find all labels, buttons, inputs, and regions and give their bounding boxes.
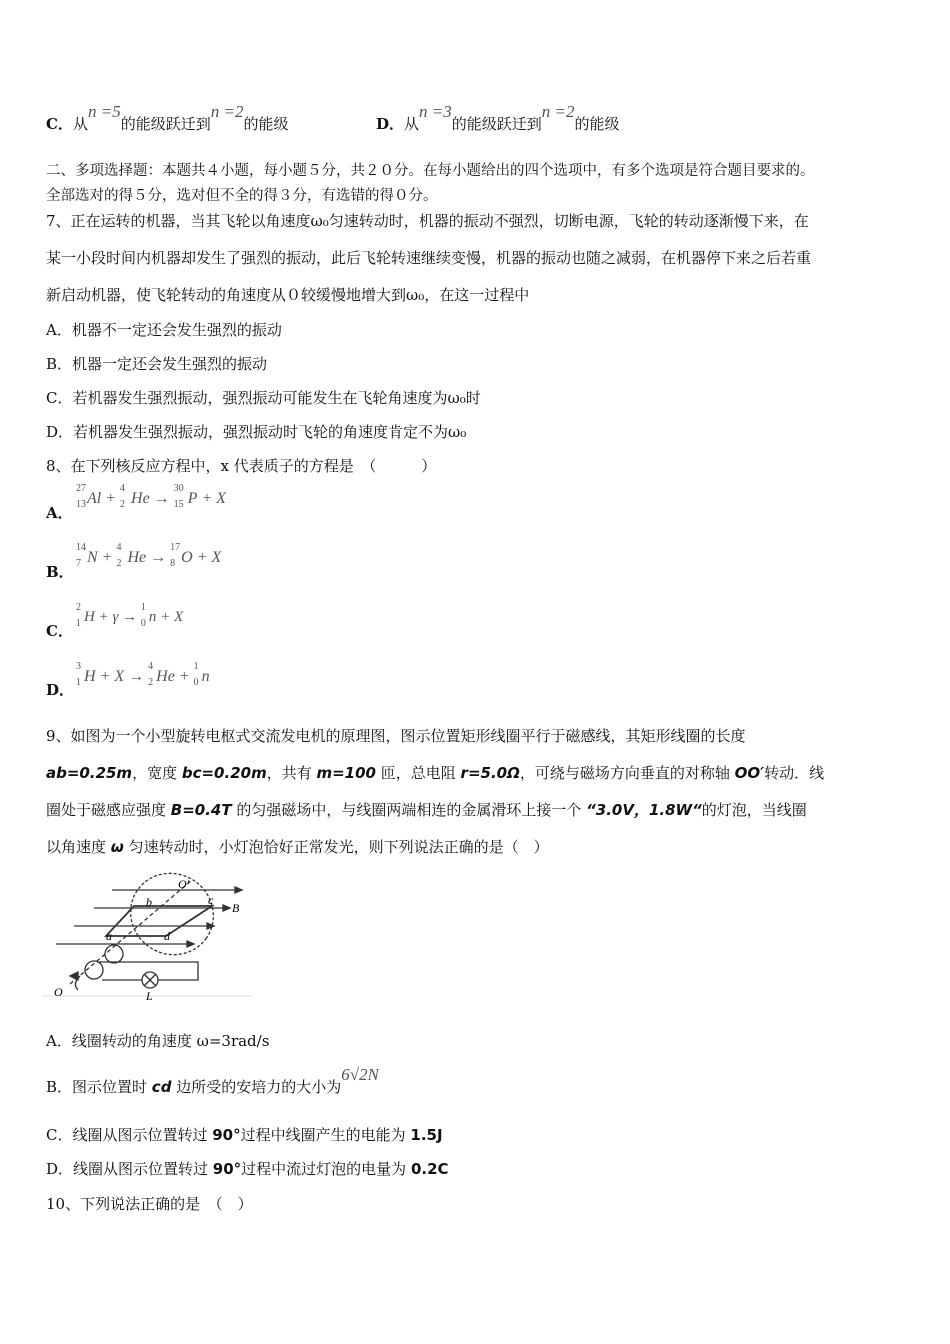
label-c: c [208,893,214,907]
q6-d-n-from: n =3 [419,102,452,121]
q8-option-a-label: A． [46,504,73,522]
label-b: b [146,895,152,909]
eq-a-s2: He [131,490,150,507]
eq-b-z3: 8 [170,558,176,569]
q7-stem-line2: 某一小段时间内机器却发生了强烈的振动，此后飞轮转速继续变慢，机器的振动也随之减弱，在机器停下来之后若重 [46,249,812,267]
eq-a-arrow: → [153,490,170,507]
q9-stem-line1: 9、如图为一个小型旋转电枢式交流发电机的原理图，图示位置矩形线圈平行于磁感线，其矩形线圈的长度 [46,727,746,745]
eq-d-s2: He [156,668,175,685]
eq-d-arrow: → [128,668,145,685]
eq-c-z1: 1 [76,618,81,629]
q9-d-value: 0.2C [410,1160,449,1178]
q7-option-c: C．若机器发生强烈振动，强烈振动可能发生在飞轮角速度为ω₀时 [46,389,481,407]
q8-option-d-label: D． [46,681,75,699]
eq-b-end: + X [196,549,222,566]
eq-b-s1: N [87,549,98,566]
eq-d-s3: n [201,668,210,685]
eq-d-m1: 3 [76,661,81,672]
q9-l2-t4: ，可绕与磁场方向垂直的对称轴 [519,764,735,782]
eq-c-arrow: → [122,609,138,625]
q9-l2-t5: 转动．线 [764,764,825,782]
q6-c-n-from: n =5 [87,102,121,121]
q6-c-post: 的能级 [243,115,289,133]
eq-b-z1: 7 [76,558,81,569]
eq-a-end: + X [201,490,227,507]
eq-a-s3: P [187,490,198,507]
eq-a-m3: 30 [173,483,184,494]
q9-l3-t3: 的灯泡，当线圈 [701,801,807,819]
q9-b-value: B=0.4T [170,801,232,819]
q6-d-mid: 的能级跃迁到 [451,115,542,133]
eq-d-z2: 2 [148,677,154,688]
coil-rectangle [106,906,212,936]
label-o-prime: O′ [178,877,190,891]
q9-stem-line2 [46,763,824,783]
label-l: L [146,989,153,1002]
q6-option-d-label: D． [376,115,405,133]
q9-option-a: A．线圈转动的角速度 ω=3rad/s [46,1032,270,1050]
q9-l4-t1: 以角速度 [46,838,111,856]
eq-b-s3: O [181,549,193,566]
field-arrow-2 [223,905,230,911]
eq-b-plus: + [101,549,113,566]
eq-c-s3: n [148,609,157,625]
label-field-b: B [232,901,240,915]
q9-b-mid: 边所受的安培力的大小为 [171,1078,342,1096]
eq-a-plus: + [105,490,117,507]
eq-b-s2: He [127,549,147,566]
q9-c-pre: C．线圈从图示位置转过 [46,1126,213,1144]
eq-a-z2: 2 [120,499,126,510]
q7-option-b: B．机器一定还会发生强烈的振动 [46,355,268,373]
q8-equation-d [76,661,210,688]
eq-a-z1: 13 [76,499,86,510]
eq-b-arrow: → [150,549,167,566]
eq-c-m3: 1 [140,602,146,613]
q7-option-d: D．若机器发生强烈振动，强烈振动时飞轮的角速度肯定不为ω₀ [46,423,467,441]
q7-stem-line3: 新启动机器，使飞轮转动的角速度从０较缓慢地增大到ω₀，在这一过程中 [46,286,530,304]
eq-d-m2: 4 [148,661,154,672]
q9-bc-value: bc=0.20m [181,764,267,782]
field-arrow-4 [187,941,194,947]
q9-b-value-text: 6√2N [341,1065,379,1084]
q9-bulb-rating: “3.0V，1.8W“ [586,801,702,819]
q9-l2-t3: 匝，总电阻 [376,764,461,782]
q9-ab-value: ab=0.25m [46,764,133,782]
q10-stem: 10、下列说法正确的是 （ ） [46,1195,253,1213]
eq-c-plus: + γ [98,609,119,625]
eq-d-z1: 1 [76,677,81,688]
q7-stem-line1: 7、正在运转的机器，当其飞轮以角速度ω₀匀速转动时，机器的振动不强烈，切断电源，飞轮的转动逐渐慢下来，在 [46,212,809,230]
generator-diagram [42,872,254,1002]
q6-c-mid: 的能级跃迁到 [120,115,211,133]
eq-d-z3: 0 [193,677,199,688]
q9-c-mid: 过程中线圈产生的电能为 [240,1126,411,1144]
q9-omega: ω [110,838,124,856]
q9-b-cd: cd [151,1078,172,1096]
q8-equation-a [76,483,227,510]
eq-b-m1: 14 [76,542,86,553]
label-o: O [54,985,63,999]
label-a: a [106,929,112,943]
rotation-ellipse [115,872,230,971]
q9-l2-t2: ，共有 [266,764,317,782]
q9-c-value: 1.5J [410,1126,443,1144]
q9-r-value: r=5.0Ω [460,764,520,782]
q9-d-deg: 90° [212,1160,242,1178]
q6-d-pre: 从 [404,115,420,133]
q9-stem-line4 [46,837,549,857]
eq-d-m3: 1 [193,661,199,672]
eq-a-m2: 4 [120,483,126,494]
q8-equation-c [76,602,184,629]
eq-c-end: + X [160,609,184,625]
eq-d-plus: + X [99,668,125,685]
eq-c-s1: H [84,609,95,625]
q6-d-post: 的能级 [574,115,620,133]
eq-c-z3: 0 [140,618,146,629]
q6-option-c [46,102,289,134]
q9-l3-t1: 圈处于磁感应强度 [46,801,171,819]
q8-option-b-label: B． [46,563,74,581]
q9-stem-line3 [46,800,807,820]
q9-d-mid: 过程中流过灯泡的电量为 [241,1160,411,1178]
q9-option-b [46,1065,379,1097]
q6-d-n-to: n =2 [541,102,575,121]
section2-line1: 二、多项选择题：本题共４小题，每小题５分，共２０分。在每小题给出的四个选项中，有多个选项是符合题目要求的。 [46,163,815,179]
slip-ring-1 [105,945,123,963]
eq-b-m2: 4 [116,542,122,553]
eq-d-plus2: + [178,668,190,685]
eq-a-s1: Al [87,490,102,507]
q6-c-n-to: n =2 [210,102,244,121]
q8-stem: 8、在下列核反应方程中，x 代表质子的方程是 （ ） [46,457,437,475]
q6-option-c-label: C． [46,115,73,133]
q9-option-d [46,1159,449,1179]
q9-d-pre: D．线圈从图示位置转过 [46,1160,213,1178]
eq-b-z2: 2 [116,558,122,569]
eq-a-m1: 27 [76,483,86,494]
q7-option-a: A．机器不一定还会发生强烈的振动 [46,321,282,339]
q9-l4-t2: 匀速转动时，小灯泡恰好正常发光，则下列说法正确的是（ ） [123,838,549,856]
q9-m-value: m=100 [316,764,376,782]
q9-b-pre: B．图示位置时 [46,1078,152,1096]
label-d: d [164,929,170,943]
eq-a-z3: 15 [173,499,184,510]
q8-equation-b [76,542,222,569]
eq-b-m3: 17 [170,542,181,553]
eq-d-s1: H [84,668,96,685]
q8-option-c-label: C． [46,622,73,640]
section2-line2: 全部选对的得５分，选对但不全的得３分，有选错的得０分。 [46,188,438,204]
q9-option-c [46,1125,443,1145]
q9-axis-oo: OO′ [734,764,765,782]
rotation-arrowhead [70,972,78,980]
q6-c-pre: 从 [72,115,88,133]
q9-l2-t1: ，宽度 [132,764,182,782]
q9-c-deg: 90° [212,1126,241,1144]
field-arrow-1 [235,887,242,893]
eq-c-m1: 2 [76,602,81,613]
q6-option-d [376,102,620,134]
q9-l3-t2: 的匀强磁场中，与线圈两端相连的金属滑环上接一个 [231,801,587,819]
